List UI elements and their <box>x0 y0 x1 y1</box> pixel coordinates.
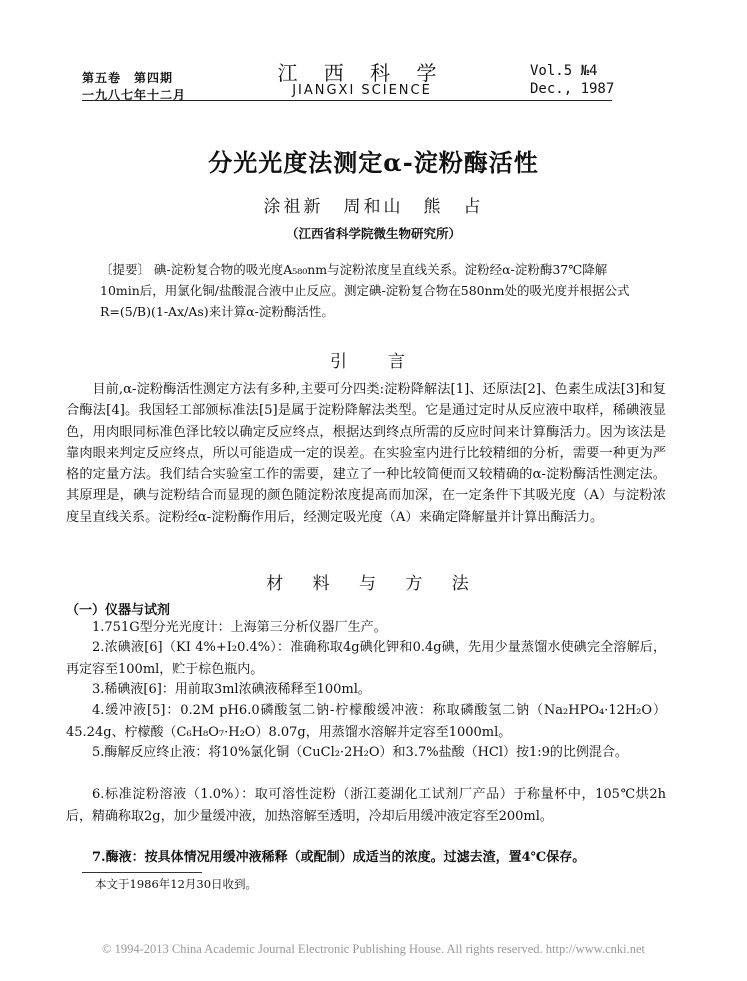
authors: 涂祖新 周和山 熊 占 <box>263 197 484 217</box>
date-cn: 一九八七年十二月 <box>82 88 187 102</box>
footnote: 本文于1986年12月30日收到。 <box>95 877 258 891</box>
issue-info <box>82 70 186 104</box>
intro-paragraph: 目前,α-淀粉酶活性测定方法有多种,主要可分四类:淀粉降解法[1]、还原法[2]、色素生成法[3]和复合酶法[4]。我国轻工部颁标准法[5]是属于淀粉降解法类型。它是通过定时从反应液中取样，稀碘液显色，用肉眼同标准色泽比较以确定反应终点，根据达到终点所需的反应时间来计算酶活力。因为该法是靠肉眼来判定反应终点，所以可能造成一定的误差。在实验室内进行比较精细的分析，需要一种更为严格的定量方法。我们结合实验室工作的需要，建立了一种比较简便而又较精确的α-淀粉酶活性测定法。其原理是，碘与淀粉结合而显现的颜色随淀粉浓度提高而加深，在一定条件下其吸光度（A）与淀粉浓度呈直线关系。淀粉经α-淀粉酶作用后，经测定吸光度（A）来确定降解量并计算出酶活力。 <box>66 382 666 525</box>
issue-info-en <box>530 62 614 98</box>
copyright-notice: © 1994-2013 China Academic Journal Electronic Publishing House. All rights reserved. http://www.cnki.net <box>102 942 645 956</box>
affiliation: （江西省科学院微生物研究所） <box>285 226 461 241</box>
volume-cn: 第五卷 第四期 <box>82 71 174 85</box>
footnote-rule <box>82 872 202 873</box>
list-item: 7.酶液：按具体情况用缓冲液稀释（或配制）成适当的浓度。过滤去渣，置4℃保存。 <box>92 850 586 865</box>
methods-heading: 材 料 与 方 法 <box>266 574 481 594</box>
list-item: 3.稀碘液[6]：用前取3ml浓碘液稀释至100ml。 <box>92 682 371 697</box>
list-item: 2.浓碘液[6]（KI 4%+I₂0.4%）：准确称取4g碘化钾和0.4g碘，先用少量蒸馏水使碘完全溶解后，再定容至100ml，贮于棕色瓶内。 <box>66 640 666 677</box>
header-rule <box>82 100 612 101</box>
intro-heading: 引 言 <box>330 352 417 372</box>
volume-en: Vol.5 №4 <box>530 63 598 79</box>
list-item: 6.标准淀粉溶液（1.0%）：取可溶性淀粉（浙江菱湖化工试剂厂产品）于称量杯中，105℃烘2h后，精确称取2g，加少量缓冲液，加热溶解至透明，冷却后用缓冲液定容至200ml。 <box>66 787 666 824</box>
journal-name <box>262 62 462 98</box>
journal-name-cn: 江 西 科 学 <box>277 61 447 85</box>
methods-subheading: （一）仪器与试剂 <box>66 603 171 618</box>
date-en: Dec., 1987 <box>530 81 615 97</box>
abstract: 〔提要〕 碘-淀粉复合物的吸光度A₅₈₀nm与淀粉浓度呈直线关系。淀粉经α-淀粉酶37℃降解10min后，用氯化铜/盐酸混合液中止反应。测定碘-淀粉复合物在580nm处的吸光度并根据公式R=(5/B)(1-Ax/As)来计算α-淀粉酶活性。 <box>100 262 630 319</box>
list-item: 1.751G型分光光度计：上海第三分析仪器厂生产。 <box>92 620 387 635</box>
article-title: 分光光度法测定α-淀粉酶活性 <box>208 148 539 177</box>
list-item: 4.缓冲液[5]：0.2M pH6.0磷酸氢二钠-柠檬酸缓冲液：称取磷酸氢二钠（Na₂HPO₄·12H₂O）45.24g、柠檬酸（C₆H₈O₇·H₂O）8.07g，用蒸馏水溶解并定容至1000ml。 <box>66 703 666 740</box>
list-item: 5.酶解反应终止液：将10%氯化铜（CuCl₂·2H₂O）和3.7%盐酸（HCl）按1:9的比例混合。 <box>92 745 628 760</box>
journal-name-en: JIANGXI SCIENCE <box>292 83 432 98</box>
